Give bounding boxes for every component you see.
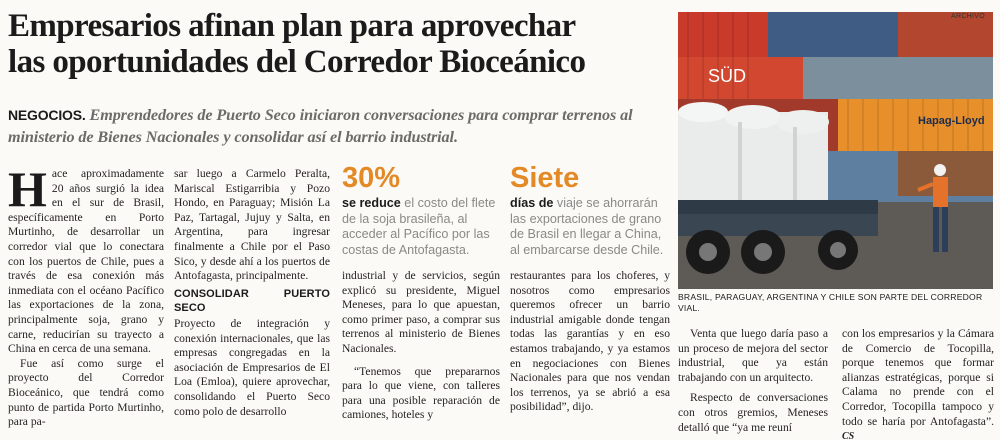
author-signature: CS bbox=[842, 431, 855, 440]
deck bbox=[8, 104, 673, 148]
stat-bold-2: días de bbox=[510, 196, 554, 210]
body-column-2 bbox=[174, 167, 330, 419]
stat-text-1 bbox=[342, 196, 502, 258]
body-paragraph-9: Respecto de conversaciones con otros gremios, Meneses detalló que “ya me reuní bbox=[678, 391, 828, 434]
body-paragraph-8: Venta que luego daría paso a un proceso de mejora del sector industrial, que ya están trabajando con un arquitecto. bbox=[678, 327, 828, 384]
subhead: CONSOLIDAR PUERTO SECO bbox=[174, 287, 330, 315]
body-paragraph-4: Proyecto de integración y conexión internacionales, que las empresas congregadas en la asociación de Empresarios de El Loa (Emloa), quiere aprovechar, consolidando el Puerto Seco como polo de desarrollo bbox=[174, 316, 330, 418]
deck-text: Emprendedores de Puerto Seco iniciaron conversaciones para comprar terrenos al ministerio de Bienes Nacionales y consolidar así el barrio industrial. bbox=[8, 106, 633, 146]
stat-bold-1: se reduce bbox=[342, 196, 401, 210]
body-paragraph-7: restaurantes para los choferes, y nosotros como empresarios queremos ofrecer un barrio industrial amigable donde tengan todas las garantías y en eso estamos trabajando, y ya estamos en negociaciones con Bienes Nacionales para que nos vendan los terrenos, ya se abrió a esa posibilidad”, dijo. bbox=[510, 269, 670, 414]
body-paragraph-1: ace aproximadamente 20 años surgió la idea en el sur de Brasil, específicamente en Porto Murtinho, de desarrollar un corredor vial que lo conectara con los puertos de Chile, pues a través de esa conexión más inmediata con el océano Pacífico las exportaciones de la zona, principalmente soja, grano y carne, reducirían su trayecto a China en cerca de una semana. bbox=[8, 167, 164, 356]
body-paragraph-2: Fue así como surge el proyecto del Corredor Bioceánico, que tendrá como punto de partida Porto Murtinho, para pa- bbox=[8, 356, 164, 429]
stat-desc-1: el costo del flete de la soja brasileña, al acceder al Pacífico por las costas de Antofagasta. bbox=[342, 196, 496, 257]
kicker: NEGOCIOS. bbox=[8, 107, 86, 123]
body-paragraph-5: industrial y de servicios, según explicó su presidente, Miguel Meneses, para lo que apuestan, como primer paso, a comprar sus terrenos al ministerio de Bienes Nacionales. bbox=[342, 269, 500, 355]
body-column-4 bbox=[510, 269, 670, 415]
stat-number-2: Siete bbox=[510, 162, 580, 194]
stat-desc-2: viaje se ahorrarán las exportaciones de grano de Brasil en llegar a China, al embarcarse desde Chile. bbox=[510, 196, 664, 257]
truck-container-illustration bbox=[678, 12, 993, 289]
stat-text-2 bbox=[510, 196, 670, 258]
body-column-6 bbox=[842, 327, 994, 440]
headline-line-2: las oportunidades del Corredor Bioceánico bbox=[8, 44, 586, 80]
photo-credit: ARCHIVO bbox=[951, 13, 985, 20]
photo-caption: BRASIL, PARAGUAY, ARGENTINA Y CHILE SON PARTE DEL CORREDOR VIAL. bbox=[678, 292, 983, 313]
headline-line-1: Empresarios afinan plan para aprovechar bbox=[8, 8, 576, 44]
news-photo bbox=[678, 12, 993, 289]
container-label-sud: SÜD bbox=[708, 66, 747, 86]
container-label-hapag: Hapag-Lloyd bbox=[918, 115, 985, 127]
stat-number-1: 30% bbox=[342, 162, 401, 194]
body-column-3 bbox=[342, 269, 500, 423]
body-paragraph-10: con los empresarios y la Cámara de Comercio de Tocopilla, porque tenemos que formar alianzas estratégicas, porque si Calama no prende con el Corredor, Tocopilla tampoco y todo se haría por Antofagasta”. bbox=[842, 327, 994, 428]
body-column-5 bbox=[678, 327, 828, 435]
dropcap: H bbox=[8, 161, 47, 217]
body-column-1 bbox=[8, 161, 164, 430]
headline bbox=[8, 8, 673, 80]
body-paragraph-3: sar luego a Carmelo Peralta, Mariscal Estigarribia y Pozo Hondo, en Paraguay; Misión La Paz, Tartagal, Jujuy y Salta, en Argentina, para ingresar finalmente a Chile por el Paso Sico, y desde ahí a los puertos de Antofagasta, principalmente. bbox=[174, 167, 330, 283]
body-paragraph-6: “Tenemos que prepararnos para lo que viene, con talleres para una posible reparación de camiones, hoteles y bbox=[342, 364, 500, 422]
